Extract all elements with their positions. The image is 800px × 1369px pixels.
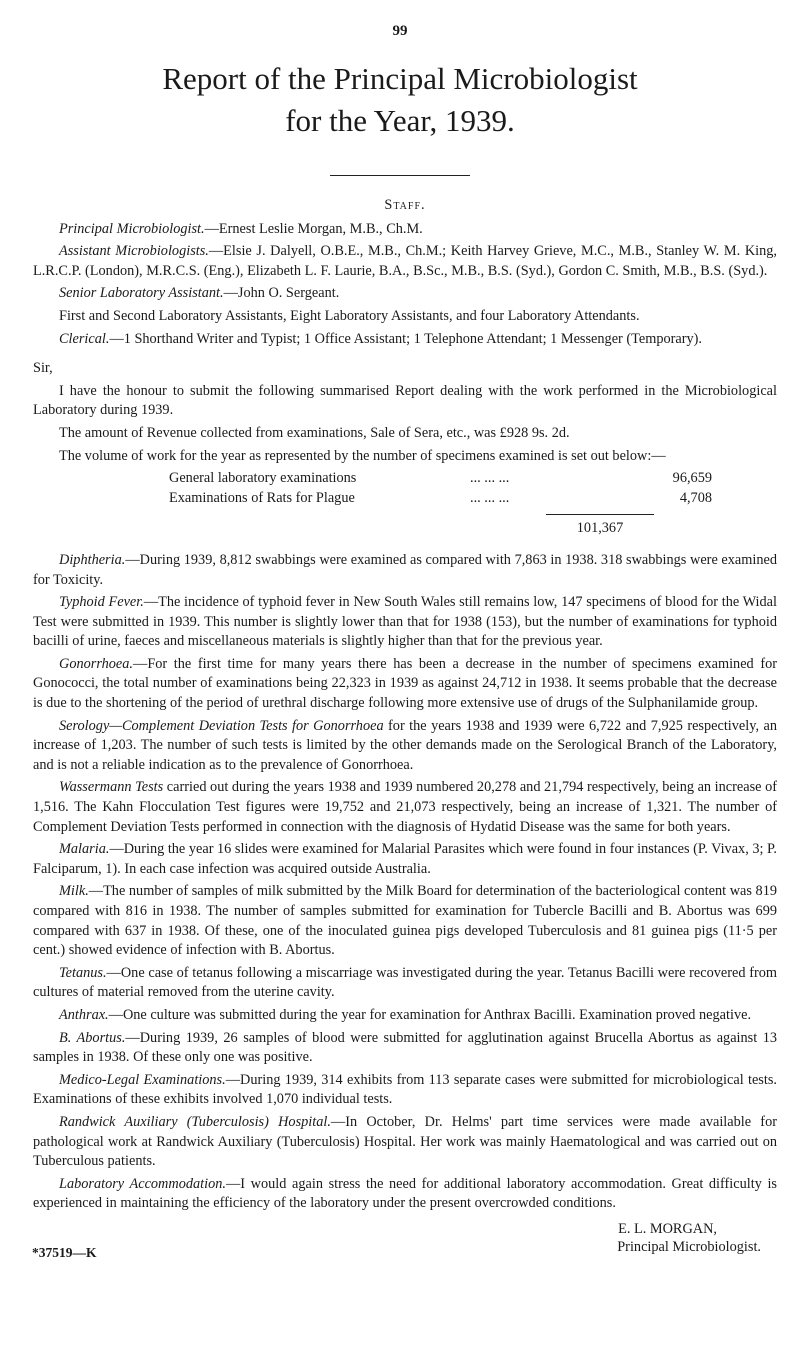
report-sections: [33, 551, 777, 1214]
section-label: Malaria.: [59, 841, 110, 858]
section-paragraph: [33, 1071, 777, 1110]
section-paragraph: [33, 882, 777, 960]
section-text: for the years 1938 and 1939 were 6,722 and 7,925 respectively, an increase of 1,203. The number of such tests is limited by the other demands made on the Serological Branch of the Laboratory, and is not a reliable indication as to the prevalence of Gonorrhoea.: [33, 717, 777, 773]
section-paragraph: [33, 1006, 777, 1026]
table-total: 101,367: [576, 520, 624, 537]
section-label: Laboratory Accommodation.: [59, 1175, 226, 1192]
section-label: Anthrax.: [59, 1006, 109, 1023]
staff-assistants-label: Assistant Microbiologists.: [59, 243, 209, 260]
staff-principal-label: Principal Microbiologist.: [59, 220, 205, 237]
revenue-paragraph: The amount of Revenue collected from examinations, Sale of Sera, etc., was £928 9s. 2d.: [59, 424, 570, 441]
staff-senior: [33, 284, 777, 304]
intro-paragraph: I have the honour to submit the following summarised Report dealing with the work performed in the Microbiological Laboratory during 1939.: [33, 382, 777, 419]
footer-code: *37519—K: [32, 1245, 97, 1260]
table-row: [33, 489, 777, 509]
section-text: —During the year 16 slides were examined for Malarial Parasites which were found in four instances (P. Vivax, 3; P. Falciparum, 1). In each case infection was acquired outside Australia.: [33, 841, 777, 877]
staff-lab-assistants: First and Second Laboratory Assistants, Eight Laboratory Assistants, and four Laboratory Attendants.: [59, 307, 640, 324]
table-row-dots: ... ... ...: [470, 470, 510, 487]
table-row-label: General laboratory examinations: [169, 470, 357, 487]
section-label: B. Abortus.: [59, 1029, 126, 1046]
staff-senior-label: Senior Laboratory Assistant.: [59, 285, 224, 302]
report-title: [0, 58, 800, 142]
title-line-1: Report of the Principal Microbiologist: [162, 61, 638, 96]
section-text: —In October, Dr. Helms' part time services were made available for pathological work at Randwick Auxiliary (Tuberculosis) Hospital. Her work was mainly Haematological and was carried out on Tuberculous patients.: [33, 1113, 777, 1170]
section-label: Typhoid Fever.: [59, 594, 144, 611]
section-label: Tetanus.: [59, 964, 107, 981]
signature-title: Principal Microbiologist.: [617, 1238, 761, 1255]
section-paragraph: [33, 840, 777, 879]
section-text: —The number of samples of milk submitted by the Milk Board for determination of the bacteriological content was 819 compared with 816 in 1938. The number of samples submitted for examination for Tubercle Bacilli and B. Abortus was 699 compared with 637 in 1938. Of these, one of the inoculated guinea pigs developed Tuberculosis and 81 guinea pigs (11·5 per cent.) showed evidence of infection with B. Abortus.: [33, 883, 777, 959]
section-paragraph: [33, 593, 777, 652]
table-total-rule: [546, 514, 654, 515]
section-paragraph: [33, 964, 777, 1003]
table-row: [33, 469, 777, 489]
section-text: —One case of tetanus following a miscarriage was investigated during the year. Tetanus Bacilli were recovered from cultures of material removed from the uterine cavity.: [33, 964, 777, 1001]
specimen-table: [33, 469, 777, 539]
section-text: carried out during the years 1938 and 1939 numbered 20,278 and 21,794 respectively, being an increase of 1,516. The Kahn Flocculation Test figures were 19,752 and 21,073 respectively, being an increase of 1,321. The number of Complement Deviation Tests performed in connection with the diagnosis of Hydatid Disease was the same for both years.: [33, 779, 777, 835]
staff-senior-text: —John O. Sergeant.: [223, 285, 340, 302]
report-body: [33, 196, 777, 1256]
section-label: Wassermann Tests: [59, 779, 164, 796]
table-row-label: Examinations of Rats for Plague: [169, 489, 355, 506]
staff-clerical-label: Clerical.: [59, 330, 110, 347]
section-label: Gonorrhoea.: [59, 655, 134, 672]
section-text: —During 1939, 8,812 swabbings were examined as compared with 7,863 in 1938. 318 swabbings were examined for Toxicity.: [33, 551, 777, 588]
section-paragraph: [33, 778, 777, 837]
staff-assistants-text: —Elsie J. Dalyell, O.B.E., M.B., Ch.M.; Keith Harvey Grieve, M.C., M.B., Stanley W. M. King, L.R.C.P. (London), M.R.C.S. (Eng.), Elizabeth L. F. Laurie, B.A., B.Sc., M.B., B.S. (Syd.), Gordon C. Smith, M.B., B.S. (Syd.).: [33, 243, 777, 279]
table-row-value: 96,659: [672, 470, 712, 487]
section-paragraph: [33, 717, 777, 776]
title-rule: [330, 175, 470, 176]
section-label: Serology—Complement Deviation Tests for Gonorrhoea: [59, 717, 384, 734]
signature-block: [33, 1220, 777, 1256]
section-label: Diphtheria.: [59, 551, 126, 568]
section-paragraph: [33, 551, 777, 590]
staff-principal: [33, 220, 777, 240]
section-text: —During 1939, 26 samples of blood were submitted for agglutination against Brucella Abortus as against 13 samples in 1938. Of these only one was positive.: [33, 1029, 777, 1066]
table-row-dots: ... ... ...: [470, 489, 510, 506]
section-paragraph: [33, 1029, 777, 1068]
signature-name: E. L. MORGAN,: [618, 1220, 717, 1237]
section-label: Milk.: [59, 883, 89, 900]
section-label: Medico-Legal Examinations.: [59, 1071, 226, 1088]
section-paragraph: [33, 655, 777, 714]
table-row-value: 4,708: [679, 489, 712, 506]
staff-heading: Staff.: [384, 197, 426, 213]
section-text: —For the first time for many years there has been a decrease in the number of specimens examined for Gonococci, the total number of examinations being 22,323 in 1939 as against 24,712 in 1938. It seems probable that the decrease is due to the shortening of the period of urethral discharge following more extensive use of drugs of the Sulphanilamide group.: [33, 655, 777, 712]
volume-intro: The volume of work for the year as represented by the number of specimens examined is set out below:—: [59, 447, 666, 464]
staff-clerical-text: —1 Shorthand Writer and Typist; 1 Office Assistant; 1 Telephone Attendant; 1 Messenger (Temporary).: [109, 330, 702, 347]
section-text: —During 1939, 314 exhibits from 113 separate cases were submitted for microbiological tests. Examinations of these exhibits involved 1,070 individual tests.: [33, 1071, 777, 1108]
staff-assistants: [33, 242, 777, 281]
section-text: —The incidence of typhoid fever in New South Wales still remains low, 147 specimens of blood for the Widal Test were submitted in 1939. This number is slightly lower than that for 1938 (153), but the number of examinations for typhoid bacilli of urine, faeces and miscellaneous materials is slightly higher than that for the previous year.: [33, 594, 777, 650]
title-line-2: for the Year, 1939.: [285, 103, 515, 138]
section-label: Randwick Auxiliary (Tuberculosis) Hospital.: [59, 1113, 331, 1130]
staff-principal-text: —Ernest Leslie Morgan, M.B., Ch.M.: [204, 220, 423, 237]
page-number: 99: [392, 23, 408, 39]
section-paragraph: [33, 1113, 777, 1172]
salutation: Sir,: [33, 360, 53, 377]
section-text: —I would again stress the need for additional laboratory accommodation. Great difficulty is experienced in maintaining the efficiency of the laboratory under the present overcrowded conditions.: [33, 1175, 777, 1212]
section-paragraph: [33, 1175, 777, 1214]
section-text: —One culture was submitted during the year for examination for Anthrax Bacilli. Examination proved negative.: [108, 1006, 752, 1023]
staff-clerical: [33, 330, 777, 350]
